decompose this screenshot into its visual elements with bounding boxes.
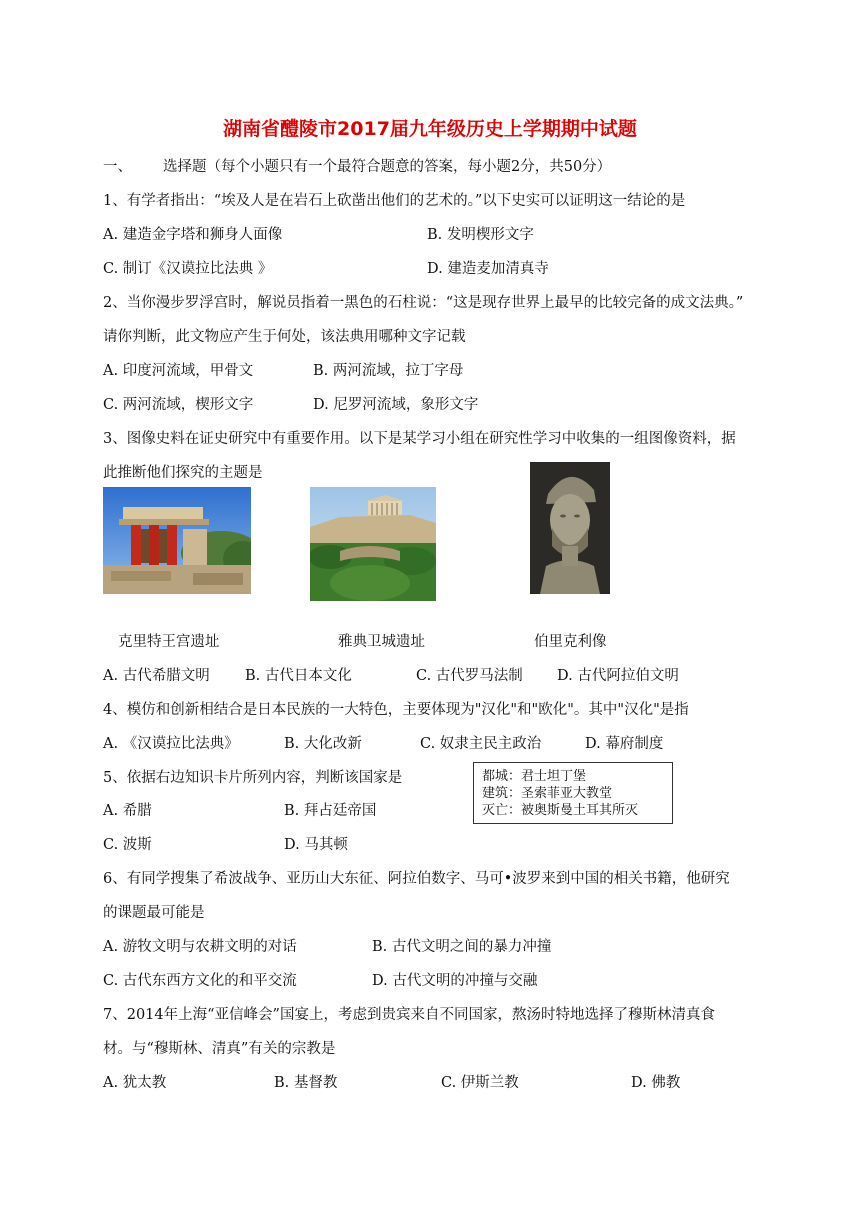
question-6-option-a: A. 游牧文明与农耕文明的对话 [103,939,297,955]
question-4-option-c: C. 奴隶主民主政治 [420,736,542,752]
knowledge-card-line-3: 灭亡：被奥斯曼土耳其所灭 [482,803,639,818]
caption-knossos: 克里特王宫遗址 [118,634,220,650]
pericles-bust-photo [530,462,610,594]
question-5-option-b: B. 拜占廷帝国 [284,803,377,819]
question-6-option-d: D. 古代文明的冲撞与交融 [372,973,538,989]
question-2-option-b: B. 两河流域，拉丁字母 [313,363,464,379]
question-7-option-c: C. 伊斯兰教 [441,1075,519,1091]
question-7-option-b: B. 基督教 [274,1075,338,1091]
knowledge-card-line-2: 建筑：圣索菲亚大教堂 [482,786,613,801]
acropolis-photo [310,487,436,601]
question-5-option-c: C. 波斯 [103,837,152,853]
question-1-option-c: C. 制订《汉谟拉比法典 》 [103,261,273,277]
question-7-option-a: A. 犹太教 [103,1075,167,1091]
question-1-option-a: A. 建造金字塔和狮身人面像 [103,227,283,243]
question-5-option-a: A. 希腊 [103,803,152,819]
question-2-option-d: D. 尼罗河流域，象形文字 [313,397,479,413]
question-6-stem-line-2: 的课题最可能是 [103,905,205,921]
question-6-stem-line-1: 6、有同学搜集了希波战争、亚历山大东征、阿拉伯数字、马可•波罗来到中国的相关书籍，他研究 [103,871,730,887]
question-5-option-d: D. 马其顿 [284,837,348,853]
page-title: 湖南省醴陵市2017届九年级历史上学期期中试题 [223,118,637,140]
question-1-option-b: B. 发明楔形文字 [427,227,534,243]
question-2-stem-line-1: 2、当你漫步罗浮宫时，解说员指着一黑色的石柱说：“这是现存世界上最早的比较完备的成文法典。” [103,295,744,311]
question-5-stem: 5、依据右边知识卡片所列内容，判断该国家是 [103,770,403,786]
question-4-option-a: A. 《汉谟拉比法典》 [103,736,239,752]
knowledge-card-line-1: 都城：君士坦丁堡 [482,769,587,784]
question-2-stem-line-2: 请你判断，此文物应产生于何处，该法典用哪种文字记载 [103,329,466,345]
question-3-option-a: A. 古代希腊文明 [103,668,210,684]
question-2-option-c: C. 两河流域，楔形文字 [103,397,254,413]
caption-pericles: 伯里克利像 [534,634,607,650]
section-heading: 选择题（每个小题只有一个最符合题意的答案，每小题2分，共50分） [163,159,612,175]
question-4-option-b: B. 大化改新 [284,736,362,752]
question-3-stem-line-2: 此推断他们探究的主题是 [103,465,263,481]
question-3-option-d: D. 古代阿拉伯文明 [557,668,679,684]
question-3-option-b: B. 古代日本文化 [245,668,352,684]
question-1-stem: 1、有学者指出：“埃及人是在岩石上砍凿出他们的艺术的。”以下史实可以证明这一结论的是 [103,193,686,209]
question-1-option-d: D. 建造麦加清真寺 [427,261,549,277]
question-3-option-c: C. 古代罗马法制 [416,668,523,684]
question-6-option-c: C. 古代东西方文化的和平交流 [103,973,297,989]
question-4-option-d: D. 幕府制度 [585,736,664,752]
question-2-option-a: A. 印度河流域，甲骨文 [103,363,254,379]
knowledge-card [473,762,673,824]
question-7-stem-line-1: 7、2014年上海“亚信峰会”国宴上，考虑到贵宾来自不同国家，熬汤时特地选择了穆斯林清真食 [103,1007,715,1023]
question-6-option-b: B. 古代文明之间的暴力冲撞 [372,939,552,955]
question-4-stem: 4、模仿和创新相结合是日本民族的一大特色，主要体现为"汉化"和"欧化"。其中"汉化"是指 [103,702,689,718]
question-7-stem-line-2: 材。与“穆斯林、清真”有关的宗教是 [103,1041,336,1057]
caption-acropolis: 雅典卫城遗址 [338,634,425,650]
section-number: 一、 [103,159,132,175]
question-3-stem-line-1: 3、图像史料在证史研究中有重要作用。以下是某学习小组在研究性学习中收集的一组图像资料，据 [103,431,736,447]
knossos-palace-photo [103,487,251,594]
question-7-option-d: D. 佛教 [631,1075,681,1091]
